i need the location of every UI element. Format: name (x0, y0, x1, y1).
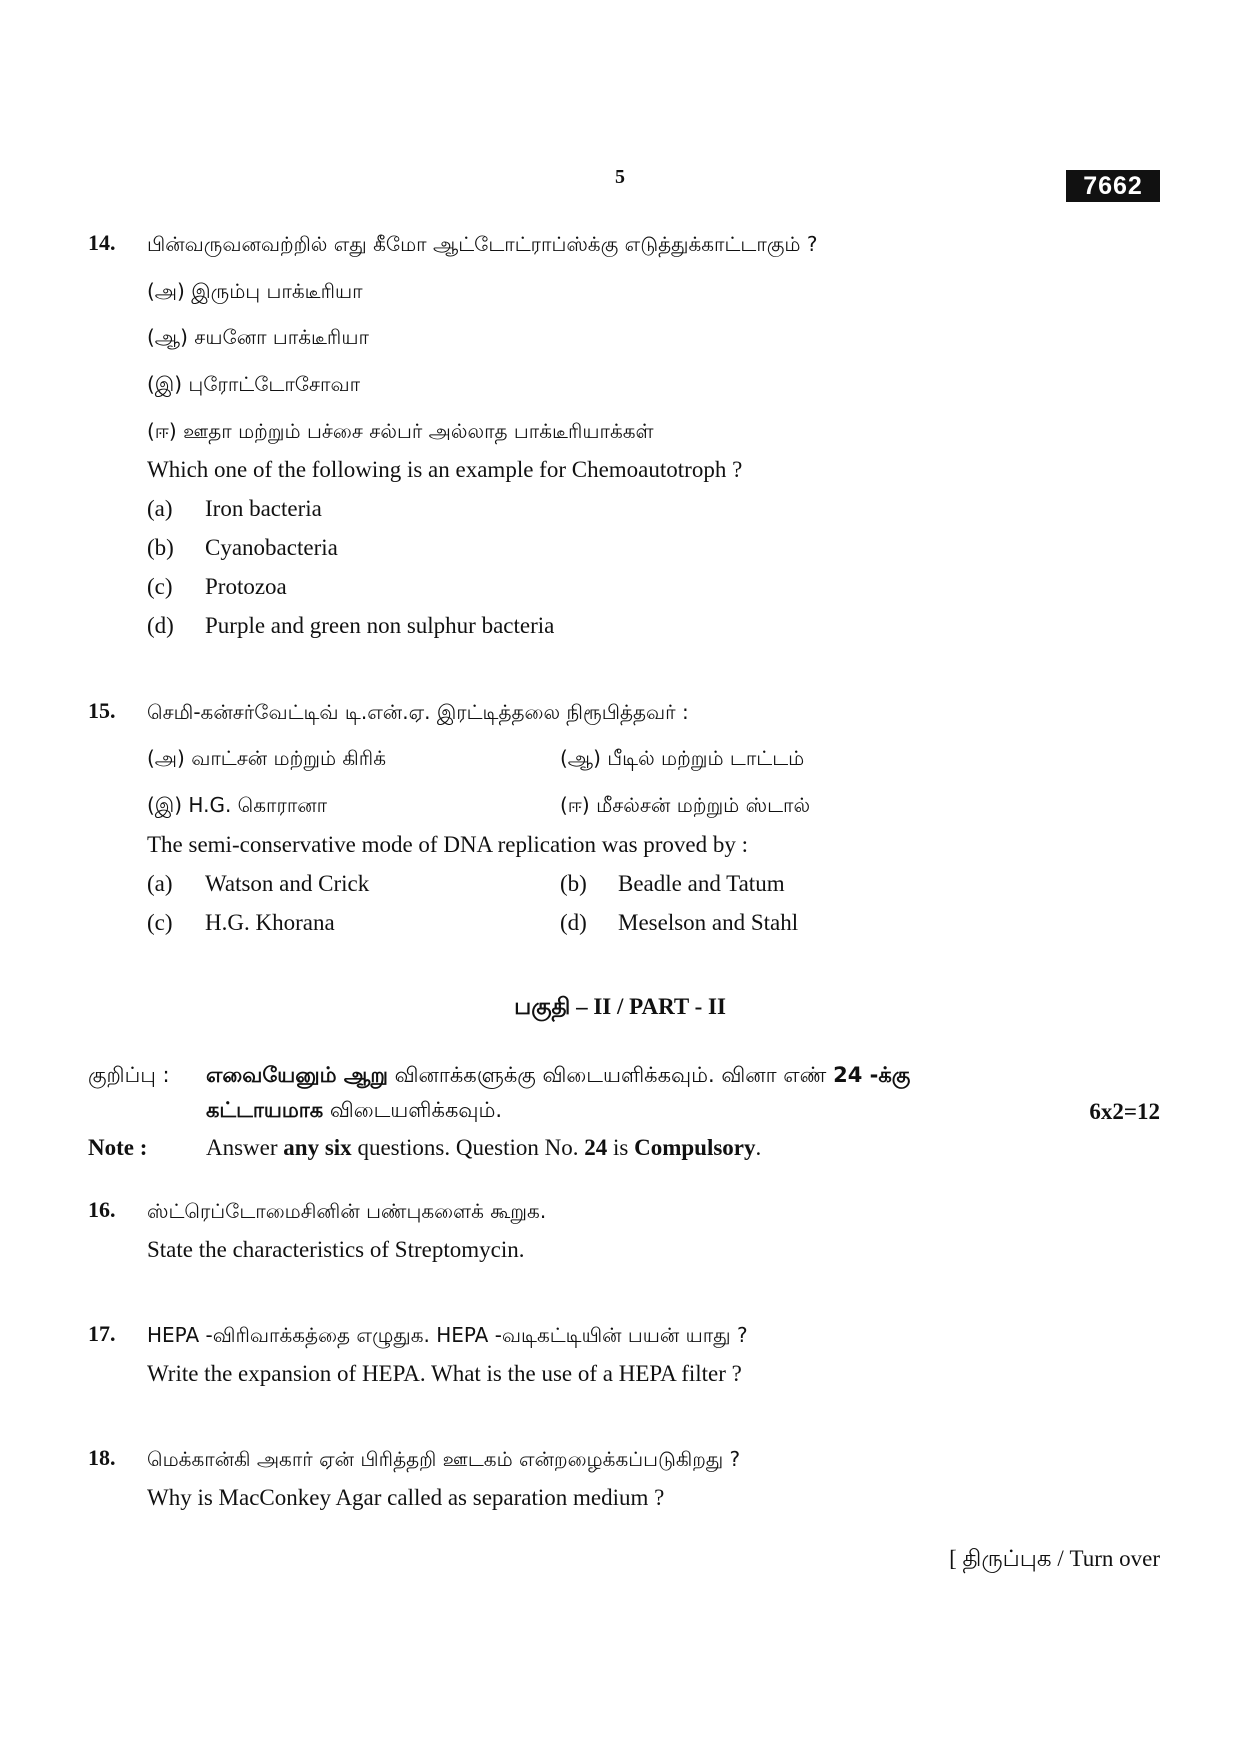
option-english: (c) H.G. Khorana (147, 910, 335, 935)
question-text-english: State the characteristics of Streptomycin. (147, 1237, 525, 1262)
question-text-english: Why is MacConkey Agar called as separation medium ? (147, 1485, 665, 1510)
marks-allocation: 6x2=12 (1089, 1099, 1160, 1124)
note-text-english: Answer any six questions. Question No. 24 is Compulsory. (206, 1135, 762, 1160)
option-english: (d) Meselson and Stahl (560, 910, 799, 935)
note-label-tamil: குறிப்பு : (88, 1063, 170, 1087)
option-tamil: (ஆ) சயனோ பாக்டீரியா (147, 325, 369, 349)
note-text-tamil: எவையேனும் ஆறு வினாக்களுக்கு விடையளிக்கவும். வினா எண் 24 -க்கு (206, 1063, 911, 1087)
note-label-english: Note : (88, 1135, 148, 1160)
question-text-english: The semi-conservative mode of DNA replication was proved by : (147, 832, 749, 857)
question-text-tamil: ஸ்ட்ரெப்டோமைசினின் பண்புகளைக் கூறுக. (147, 1199, 547, 1223)
part-heading: பகுதி – II / PART - II (514, 994, 726, 1019)
question-text-tamil: பின்வருவனவற்றில் எது கீமோ ஆட்டோட்ராப்ஸ்க்கு எடுத்துக்காட்டாகும் ? (147, 232, 818, 256)
turn-over-footer: [ திருப்புக / Turn over (949, 1546, 1160, 1571)
option-english: (a) Watson and Crick (147, 871, 370, 896)
question-number: 14. (88, 230, 116, 255)
question-text-english: Write the expansion of HEPA. What is the use of a HEPA filter ? (147, 1361, 742, 1386)
question-number: 15. (88, 698, 116, 723)
option-tamil: (ஆ) பீடில் மற்றும் டாட்டம் (560, 746, 805, 770)
option-tamil: (ஈ) ஊதா மற்றும் பச்சை சல்பர் அல்லாத பாக்டீரியாக்கள் (147, 419, 654, 443)
question-number: 18. (88, 1445, 116, 1470)
option-tamil: (அ) வாட்சன் மற்றும் கிரிக் (147, 746, 386, 770)
option-english: (b) Beadle and Tatum (560, 871, 785, 896)
question-number: 16. (88, 1197, 116, 1222)
option-tamil: (ஈ) மீசல்சன் மற்றும் ஸ்டால் (560, 793, 811, 817)
option-english: (a) Iron bacteria (147, 496, 322, 521)
option-tamil: (இ) புரோட்டோசோவா (147, 372, 361, 396)
question-number: 17. (88, 1321, 116, 1346)
question-text-english: Which one of the following is an example for Chemoautotroph ? (147, 457, 743, 482)
option-english: (d) Purple and green non sulphur bacteria (147, 613, 555, 638)
option-tamil: (அ) இரும்பு பாக்டீரியா (147, 279, 363, 303)
paper-code-badge: 7662 (1066, 170, 1160, 202)
option-english: (c) Protozoa (147, 574, 287, 599)
option-tamil: (இ) H.G. கொரானா (147, 793, 328, 817)
note-text-tamil-2: கட்டாயமாக விடையளிக்கவும். (206, 1098, 503, 1122)
question-text-tamil: செமி-கன்சர்வேட்டிவ் டி.என்.ஏ. இரட்டித்தலை நிரூபித்தவர் : (147, 700, 689, 724)
question-text-tamil: மெக்கான்கி அகார் ஏன் பிரித்தறி ஊடகம் என்றழைக்கப்படுகிறது ? (147, 1447, 741, 1471)
page-number: 5 (615, 166, 625, 188)
question-text-tamil: HEPA -விரிவாக்கத்தை எழுதுக. HEPA -வடிகட்டியின் பயன் யாது ? (147, 1323, 748, 1347)
option-english: (b) Cyanobacteria (147, 535, 338, 560)
